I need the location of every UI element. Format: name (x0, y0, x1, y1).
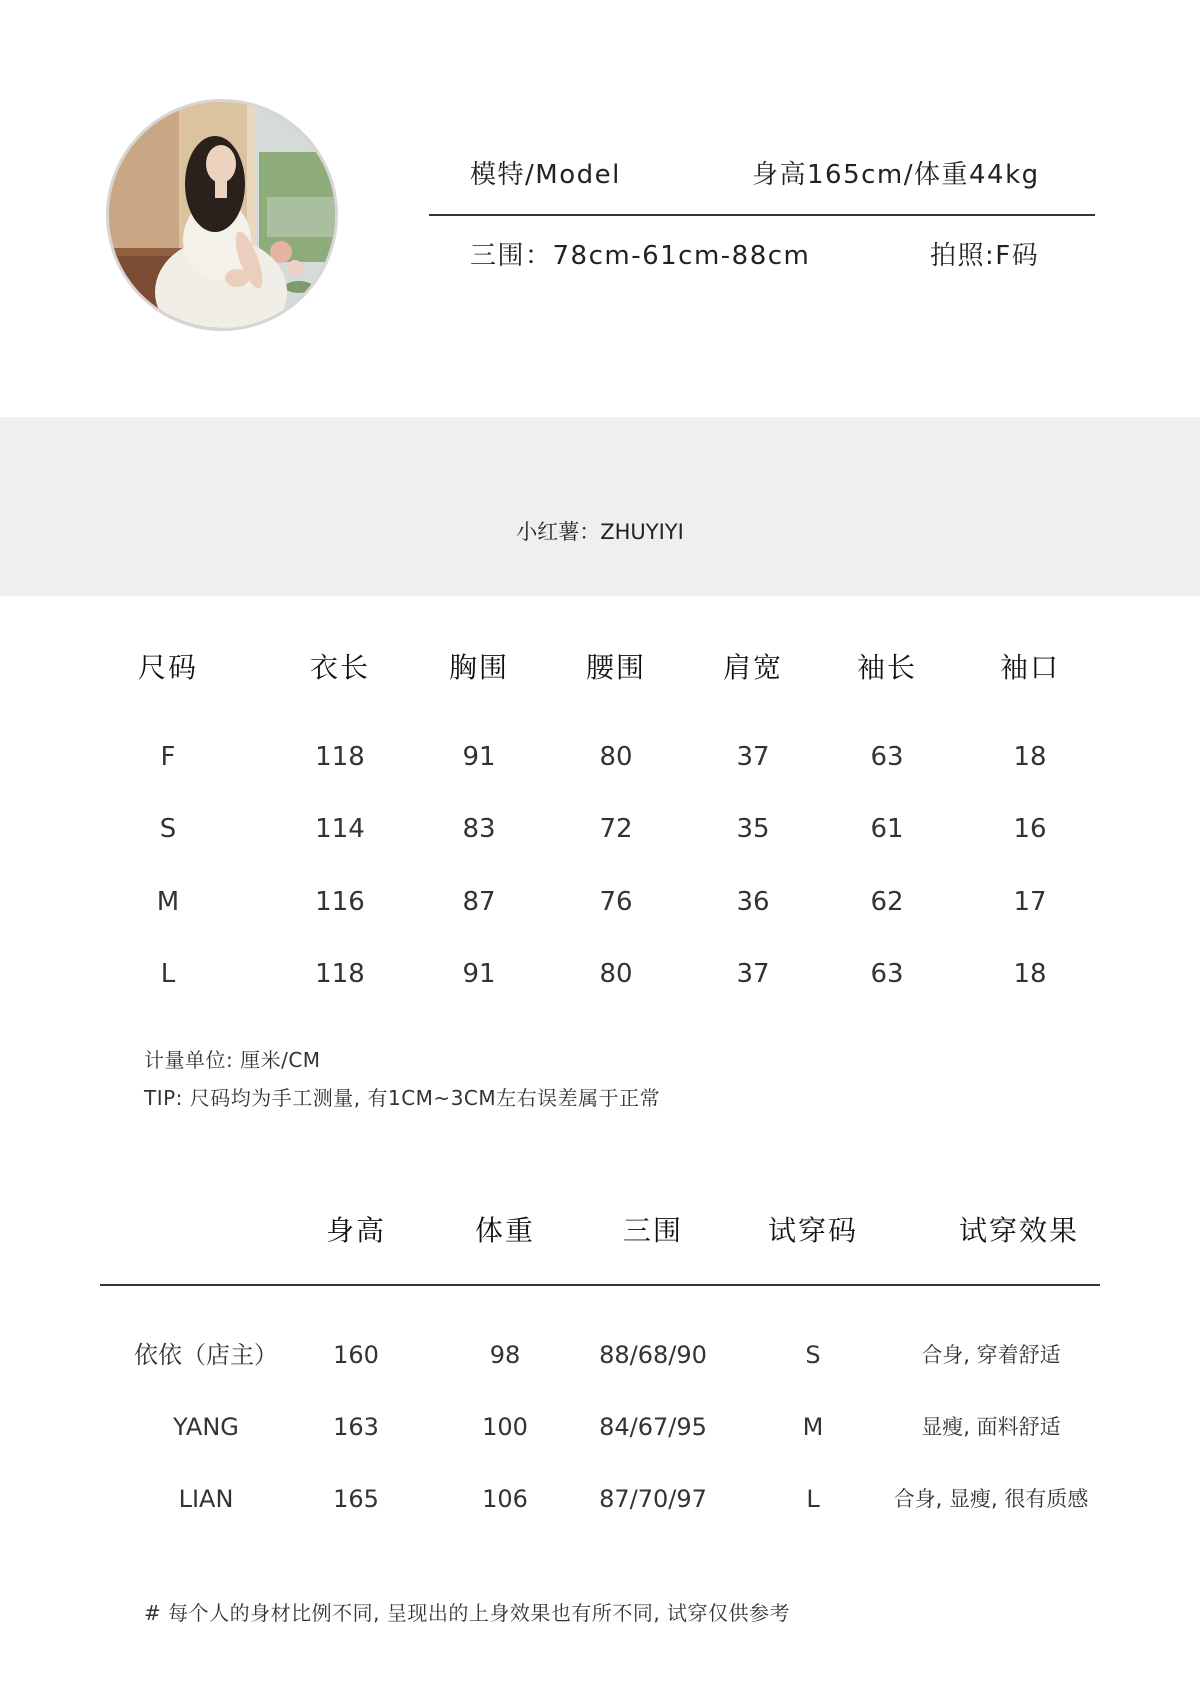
table-row (0, 737, 1200, 777)
table-cell: 37 (736, 959, 770, 989)
tester-name: 依依（店主） (134, 1341, 278, 1369)
col-header-size: 尺码 (137, 651, 198, 684)
col-header-fit-effect: 试穿效果 (958, 1214, 1079, 1247)
col-header-tried-size: 试穿码 (767, 1214, 858, 1247)
table-cell: 合身, 穿着舒适 (921, 1343, 1061, 1367)
model-info-divider (429, 214, 1095, 216)
social-banner (0, 417, 1200, 596)
table-cell: 116 (315, 887, 365, 917)
table-cell: 87/70/97 (599, 1485, 707, 1513)
table-cell: 84/67/95 (599, 1413, 707, 1441)
table-cell: 83 (462, 814, 496, 844)
tip-note: TIP: 尺码均为手工测量, 有1CM~3CM左右误差属于正常 (144, 1086, 661, 1110)
col-header-length: 衣长 (309, 651, 370, 684)
col-header-bust: 胸围 (448, 651, 509, 684)
table-cell: 163 (333, 1413, 379, 1441)
table-cell: 35 (736, 814, 770, 844)
table-row (0, 1479, 1200, 1519)
table-cell: 80 (599, 959, 633, 989)
col-header-shoulder: 肩宽 (722, 651, 783, 684)
col-header-weight: 体重 (474, 1214, 535, 1247)
fit-chart-divider (100, 1284, 1100, 1286)
table-row (0, 882, 1200, 922)
table-cell: 98 (489, 1341, 521, 1369)
table-cell: 37 (736, 742, 770, 772)
table-cell: 87 (462, 887, 496, 917)
table-cell: 76 (599, 887, 633, 917)
table-cell: 17 (1013, 887, 1047, 917)
table-cell: 118 (315, 959, 365, 989)
table-cell: S (805, 1341, 821, 1369)
table-cell: 61 (870, 814, 904, 844)
table-cell: 36 (736, 887, 770, 917)
table-cell: 合身, 显瘦, 很有质感 (893, 1487, 1089, 1511)
table-cell: 160 (333, 1341, 379, 1369)
table-row (0, 1407, 1200, 1447)
model-label: 模特/Model (470, 160, 621, 190)
table-cell: 18 (1013, 959, 1047, 989)
model-photo (106, 99, 338, 331)
size-chart-header-row (0, 648, 1200, 688)
table-cell: 18 (1013, 742, 1047, 772)
col-header-cuff: 袖口 (999, 651, 1060, 684)
table-cell: M (802, 1413, 824, 1441)
col-header-height: 身高 (325, 1214, 386, 1247)
model-photo-size: 拍照:F码 (930, 241, 1040, 271)
table-cell: 63 (870, 742, 904, 772)
table-cell: L (160, 959, 176, 989)
unit-note: 计量单位: 厘米/CM (144, 1048, 321, 1072)
table-cell: 显瘦, 面料舒适 (921, 1415, 1061, 1439)
table-cell: 80 (599, 742, 633, 772)
fit-chart-header-row (0, 1211, 1200, 1251)
model-photo-illustration (109, 102, 335, 328)
model-height-weight: 身高165cm/体重44kg (752, 160, 1040, 190)
table-row (0, 954, 1200, 994)
table-cell: 72 (599, 814, 633, 844)
table-cell: 106 (482, 1485, 528, 1513)
table-row (0, 1335, 1200, 1375)
table-cell: 16 (1013, 814, 1047, 844)
disclaimer-note: # 每个人的身材比例不同, 呈现出的上身效果也有所不同, 试穿仅供参考 (144, 1601, 791, 1625)
table-cell: 91 (462, 959, 496, 989)
col-header-waist: 腰围 (585, 651, 646, 684)
model-measurements: 三围：78cm-61cm-88cm (470, 241, 811, 271)
col-header-measurements: 三围 (622, 1214, 683, 1247)
table-row (0, 809, 1200, 849)
table-cell: 165 (333, 1485, 379, 1513)
col-header-sleeve-length: 袖长 (856, 651, 917, 684)
table-cell: 63 (870, 959, 904, 989)
table-cell: 100 (482, 1413, 528, 1441)
table-cell: 118 (315, 742, 365, 772)
table-cell: L (806, 1485, 820, 1513)
tester-name: LIAN (178, 1485, 234, 1513)
social-handle: 小红薯：ZHUYIYI (516, 520, 684, 544)
table-cell: M (156, 887, 180, 917)
table-cell: 91 (462, 742, 496, 772)
tester-name: YANG (173, 1413, 239, 1441)
table-cell: 88/68/90 (599, 1341, 707, 1369)
table-cell: 62 (870, 887, 904, 917)
table-cell: 114 (315, 814, 365, 844)
table-cell: F (160, 742, 176, 772)
table-cell: S (159, 814, 177, 844)
